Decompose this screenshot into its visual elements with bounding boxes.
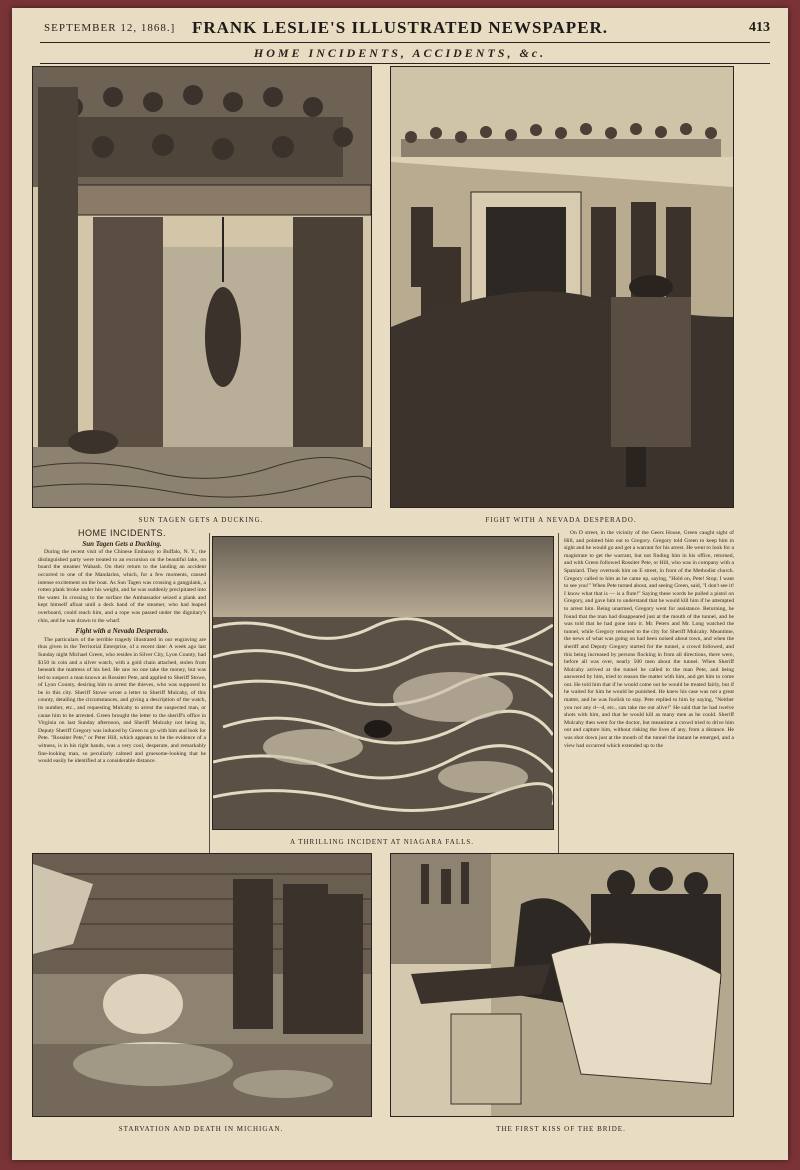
illustration-niagara — [212, 536, 554, 830]
caption-first-kiss: THE FIRST KISS OF THE BRIDE. — [496, 1125, 626, 1133]
masthead-title: FRANK LESLIE'S ILLUSTRATED NEWSPAPER. — [191, 18, 609, 37]
story-title-nevada: Fight with a Nevada Desperado. — [75, 627, 169, 636]
caption-ducking: SUN TAGEN GETS A DUCKING. — [138, 516, 264, 524]
story-text-continued: On D street, in the vicinity of the Geers House, Green caught sight of Hill, and pointed him out to Gregory. Gregory told Green to keep him in sight and he would go and get a warrant for his arrest. He went to look for a magistrate to get the warrant, but not finding him in his office, returned, and with Green followed Rossiter Pete, or Hill, who was in company with a Spaniard. They overtook him on E street, in front of the Methodist church. Gregory called to him as he came up, saying, "Hold on, Pete! Stop; I want to see you!" When Pete turned about, and seeing Green, said, "I don't see it! I know what that is — is a flute!" Saying these words he pulled a pistol on Gregory, and gave him to understand that he would kill him if he attempted to arrest him. Being unarmed, Gregory went for assistance. Returning, he found that the man had disappeared just at the mouth of the tunnel, and he was told that he had gone into it. Mr. Peters and Mr. Long watched the tunnel, while Gregory returned to the city for Sheriff Mulcahy. Meantime, the news of what was going on had been noised about town, and when the sheriff and Deputy Gregory started for the tunnel, a crowd followed, and this being increased by persons flocking in from all directions, there were, before all was over, nearly 500 men about the tunnel. When Sheriff Mulcahy arrived at the tunnel he called to the man Pete, and being answered by him, tried to reason the matter with him, and get him to come out. He told him that if he would come out he would be treated fairly, but if he waited for him he would be punished. He knew his case was not a great matter, and he was foolish to stay. Pete replied to him by saying, "Neither you nor any d—d, etc., can take me out alive!" He said that he had twelve shots with him, and that he would kill as many men as he could. Sheriff Mulcahy then went for the doctor, but meantime a crowd tried to drive him out and capture him, without risking the lives of any, from a distance. He was shot down just at the mouth of the tunnel the instant he emerged, and a view had occurred which extended up to the — [564, 530, 734, 749]
section-title: HOME INCIDENTS, ACCIDENTS, &c. — [253, 46, 547, 60]
newspaper-page — [12, 8, 788, 1160]
caption-nevada-fight: FIGHT WITH A NEVADA DESPERADO. — [485, 516, 637, 524]
masthead-date: SEPTEMBER 12, 1868.] — [44, 22, 176, 34]
article-column-right — [564, 530, 734, 856]
masthead — [12, 8, 788, 44]
illustration-ducking — [32, 66, 372, 508]
masthead-rule — [40, 42, 770, 43]
illustration-nevada-fight — [390, 66, 734, 508]
illustration-starvation — [32, 853, 372, 1117]
section-rule — [40, 63, 770, 64]
caption-starvation: STARVATION AND DEATH IN MICHIGAN. — [118, 1125, 284, 1133]
article-column-left — [38, 528, 206, 856]
story-text-ducking: During the recent visit of the Chinese Embassy to Buffalo, N. Y., the distinguished party were treated to an excursion on the beautiful lake, on board the steamer Wabash. On their return to the landing an accident occurred to one of the Mandarins, which, for a few moments, caused intense excitement on the boat. As Sun Tagen was crossing a gangplank, a rotten plank broke under his weight, and he was suddenly precipitated into the water. In crossing to the surface the Ambassador seized a plank and kept himself afloat until a deck hand of the steamer, who had leaped overboard, could reach him, and a rope was passed under the dignitary's chin, and he was drawn to the wharf. — [38, 549, 206, 624]
story-text-nevada: The particulars of the terrible tragedy illustrated in our engraving are thus given in the Territorial Enterprise, of a recent date: A week ago last Sunday night Michael Green, who resides in Silver City, Lyon County, had $150 in coin and a silver watch, with a gold chain attached, stolen from beneath the mattress of his bed. He saw no one take the money, but was led to suspect a man known as Rossiter Pete, and applied to Sheriff Stowe, of Lyon County, desiring him to arrest the thieves, who was supposed to be in this city. Sheriff Stowe wrote a letter to Sheriff Mulcahy, of this county, detailing the circumstances, and giving a description of the watch, its number, etc., and requesting Mulcahy to arrest the suspected man, or cause him to be arrested. Green brought the letter to the sheriff's office in Virginia on last Sunday afternoon, and Sheriff Mulcahy not being in, Deputy Sheriff Gregory was induced by Green to go with him and look for Pete. "Rossiter Pete," or Peter Hill, which appears to be the evidence of a witness, is in his right hands, was a very cool, desperate, and remarkably fine-looking man, so peculiarly calmed and gruesome-looking that he would easily be identified at a considerable distance. — [38, 636, 206, 765]
page-number: 413 — [749, 20, 770, 35]
article-heading: HOME INCIDENTS. — [77, 528, 166, 538]
story-title-ducking: Sun Tagen Gets a Ducking. — [82, 539, 162, 548]
column-rule-left — [209, 533, 210, 853]
illustration-first-kiss — [390, 853, 734, 1117]
column-rule-right — [558, 533, 559, 853]
caption-niagara: A THRILLING INCIDENT AT NIAGARA FALLS. — [289, 838, 475, 846]
